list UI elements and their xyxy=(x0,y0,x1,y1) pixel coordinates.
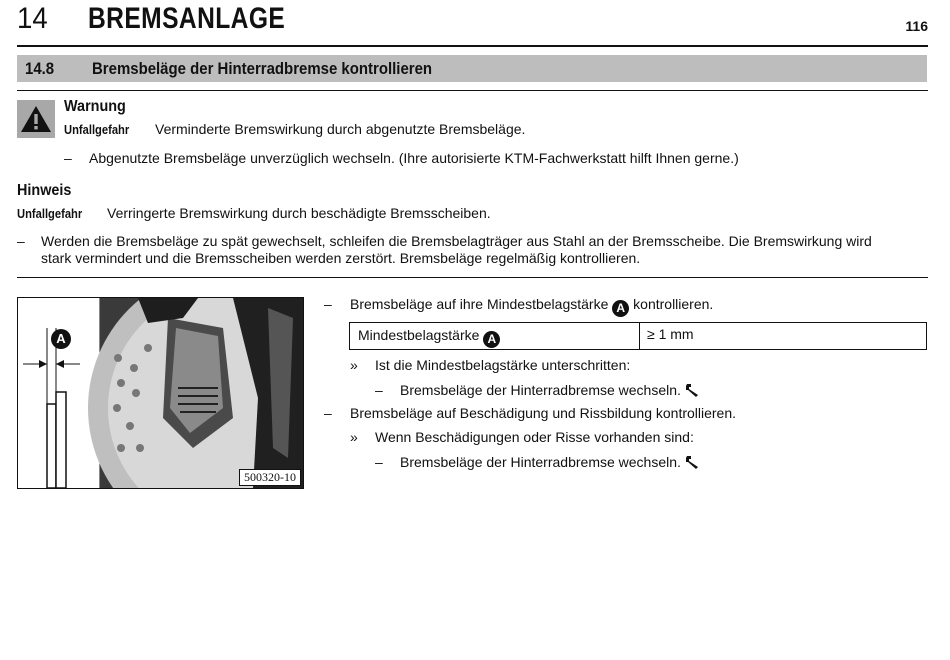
warning-bullet-dash: – xyxy=(64,150,72,166)
step1-pre: Bremsbeläge auf ihre Mindestbelagstärke xyxy=(350,296,609,312)
warning-heading: Warnung xyxy=(64,98,126,115)
warning-triangle-icon xyxy=(17,100,55,138)
marker-a: A xyxy=(612,300,629,317)
wrench-icon xyxy=(685,455,699,469)
note-bullet-line1: Werden die Bremsbeläge zu spät gewechselt, schleifen die Bremsbelagträger aus Stahl an der Bremsscheibe. Die Bremswirkung wird xyxy=(41,233,872,249)
step1-dash: – xyxy=(324,296,332,312)
section-title: Bremsbeläge der Hinterradbremse kontrollieren xyxy=(92,59,433,78)
chapter-number: 14 xyxy=(17,2,48,35)
spec-label-cell xyxy=(358,327,500,348)
cond1-text: Ist die Mindestbelagstärke unterschritten: xyxy=(375,357,631,373)
note-label: Unfallgefahr xyxy=(17,206,83,221)
action1-dash: – xyxy=(375,382,383,398)
section-number: 14.8 xyxy=(25,59,55,78)
note-text: Verringerte Bremswirkung durch beschädigte Bremsscheiben. xyxy=(107,205,491,221)
note-heading: Hinweis xyxy=(17,182,72,199)
note-bullet-dash: – xyxy=(17,233,25,249)
marker-a: A xyxy=(483,331,500,348)
warning-label: Unfallgefahr xyxy=(64,122,130,137)
content-rule xyxy=(17,277,928,278)
spec-value: ≥ 1 mm xyxy=(647,326,694,342)
figure-code: 500320-10 xyxy=(239,469,301,486)
header-rule xyxy=(17,45,928,47)
brake-pad-figure xyxy=(17,297,304,489)
step2-dash: – xyxy=(324,405,332,421)
action1-text xyxy=(400,382,699,398)
note-bullet-line2: stark vermindert und die Bremsscheiben werden zerstört. Bremsbeläge regelmäßig kontrollieren. xyxy=(41,250,641,266)
figure-marker-a: A xyxy=(56,331,66,346)
cond2-text: Wenn Beschädigungen oder Risse vorhanden sind: xyxy=(375,429,694,445)
action2-text xyxy=(400,454,699,470)
step1-text xyxy=(350,296,713,317)
cond2-marker: » xyxy=(350,429,358,445)
spec-label: Mindestbelagstärke xyxy=(358,327,480,343)
wrench-icon xyxy=(685,383,699,397)
action1-label: Bremsbeläge der Hinterradbremse wechseln. xyxy=(400,382,681,398)
table-divider xyxy=(639,323,640,349)
warning-text: Verminderte Bremswirkung durch abgenutzte Bremsbeläge. xyxy=(155,121,526,137)
page-number: 116 xyxy=(905,18,928,34)
action2-dash: – xyxy=(375,454,383,470)
action2-label: Bremsbeläge der Hinterradbremse wechseln. xyxy=(400,454,681,470)
brake-disc-photo xyxy=(18,298,303,488)
chapter-title: BREMSANLAGE xyxy=(88,2,286,35)
section-rule xyxy=(17,90,928,91)
spec-table xyxy=(349,322,927,350)
step1-post: kontrollieren. xyxy=(633,296,714,312)
cond1-marker: » xyxy=(350,357,358,373)
warning-bullet: Abgenutzte Bremsbeläge unverzüglich wechseln. (Ihre autorisierte KTM-Fachwerkstatt hilft Ihnen gerne.) xyxy=(89,150,739,166)
step2-text: Bremsbeläge auf Beschädigung und Rissbildung kontrollieren. xyxy=(350,405,737,421)
